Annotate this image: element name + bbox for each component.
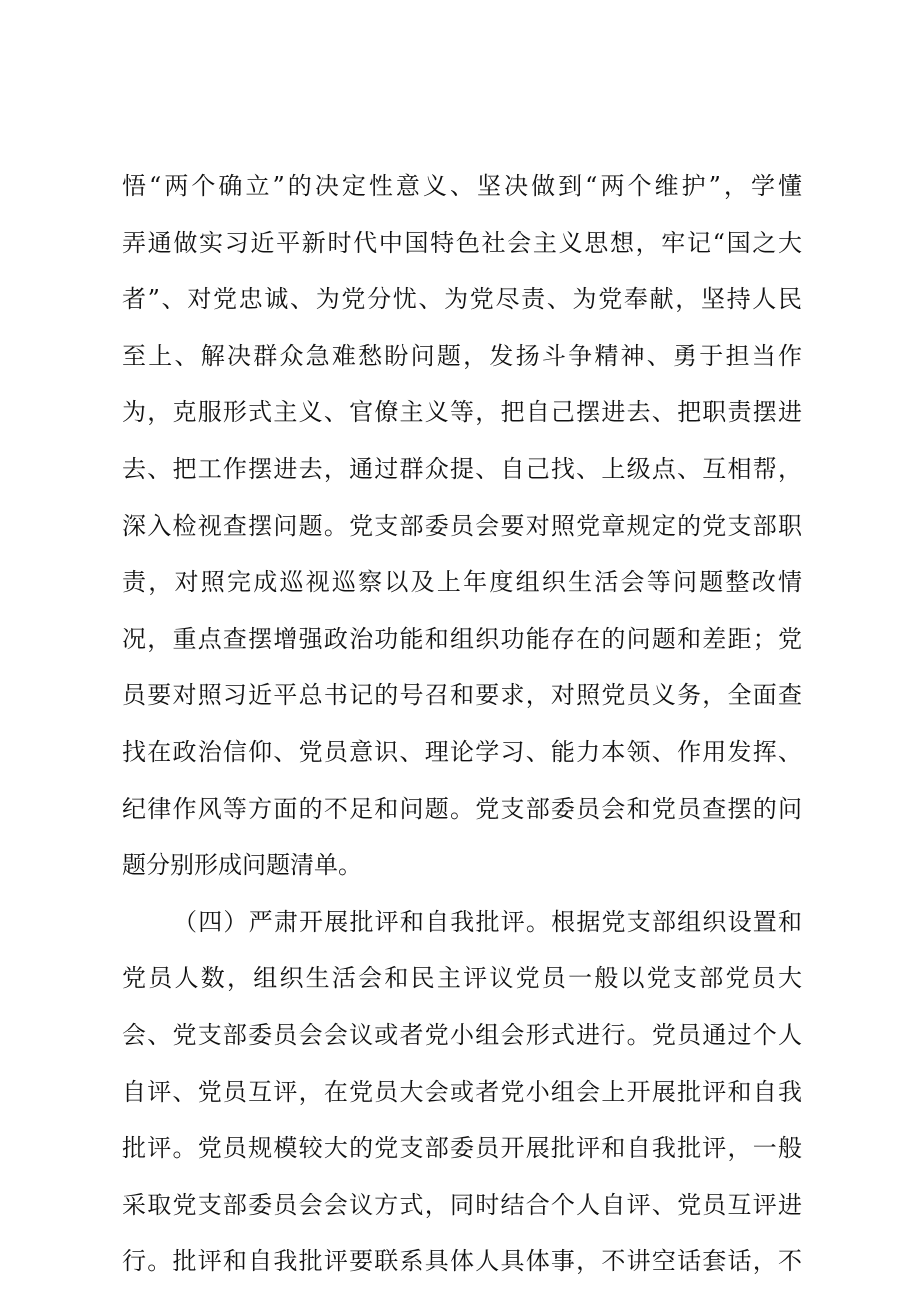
- text-line: 至上、解决群众急难愁盼问题，发扬斗争精神、勇于担当作: [122, 341, 802, 370]
- text-line: 者”、对党忠诚、为党分忧、为党尽责、为党奉献，坚持人民: [122, 285, 802, 314]
- section-heading-line: （四）严肃开展批评和自我批评。根据党支部组织设置和: [173, 907, 802, 936]
- text-line: 为，克服形式主义、官僚主义等，把自己摆进去、把职责摆进: [122, 398, 802, 427]
- text-line: 弄通做实习近平新时代中国特色社会主义思想，牢记“国之大: [122, 228, 802, 257]
- text-line: 悟“两个确立”的决定性意义、坚决做到“两个维护”，学懂: [122, 172, 802, 200]
- text-line: 行。批评和自我批评要联系具体人具体事，不讲空话套话，不: [122, 1247, 802, 1276]
- text-line: 责，对照完成巡视巡察以及上年度组织生活会等问题整改情: [122, 568, 802, 597]
- text-line: 自评、党员互评，在党员大会或者党小组会上开展批评和自我: [122, 1077, 802, 1106]
- paragraph-end-line: 题分别形成问题清单。: [122, 851, 362, 880]
- text-line: 况，重点查摆增强政治功能和组织功能存在的问题和差距；党: [122, 624, 802, 653]
- text-line: 党员人数，组织生活会和民主评议党员一般以党支部党员大: [122, 964, 802, 993]
- text-line: 找在政治信仰、党员意识、理论学习、能力本领、作用发挥、: [122, 737, 802, 766]
- text-line: 纪律作风等方面的不足和问题。党支部委员会和党员查摆的问: [122, 794, 802, 823]
- text-line: 会、党支部委员会会议或者党小组会形式进行。党员通过个人: [122, 1020, 802, 1049]
- body-text: [122, 158, 802, 1290]
- text-line: 员要对照习近平总书记的号召和要求，对照党员义务，全面查: [122, 681, 802, 710]
- text-line: 采取党支部委员会会议方式，同时结合个人自评、党员互评进: [122, 1190, 802, 1219]
- text-line: 去、把工作摆进去，通过群众提、自己找、上级点、互相帮，: [122, 454, 802, 483]
- text-line: 批评。党员规模较大的党支部委员开展批评和自我批评，一般: [122, 1134, 802, 1163]
- text-line: 深入检视查摆问题。党支部委员会要对照党章规定的党支部职: [122, 511, 802, 540]
